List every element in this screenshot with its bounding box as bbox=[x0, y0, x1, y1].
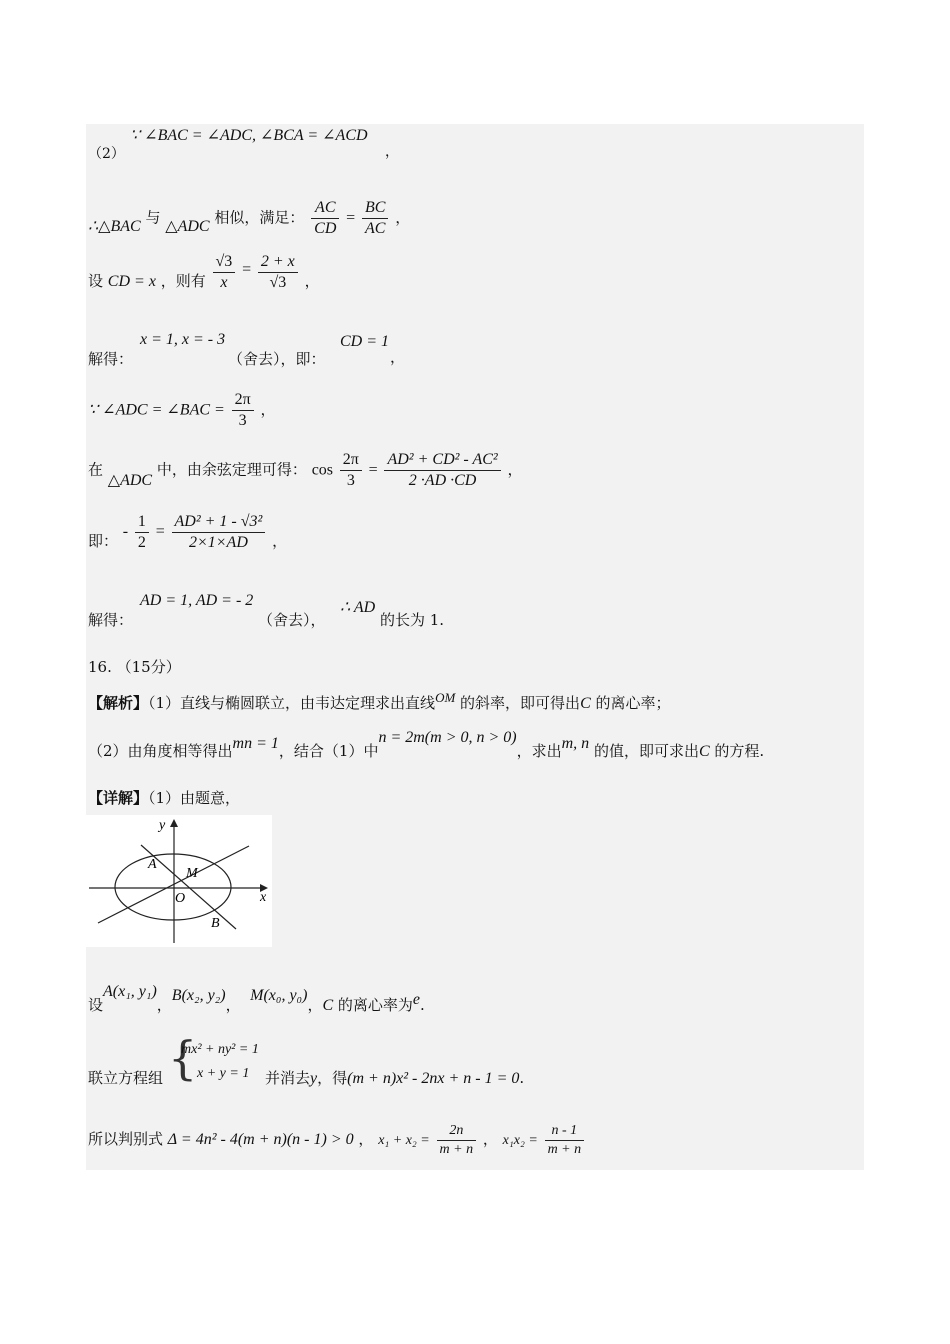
angle-adc-line bbox=[88, 390, 275, 431]
triangle-adc: △ADC bbox=[107, 471, 153, 489]
brace-icon: { bbox=[168, 1031, 198, 1085]
x-solutions: x = 1, x = - 3 bbox=[140, 331, 226, 348]
analysis-line bbox=[88, 692, 671, 713]
substitution-line bbox=[88, 512, 287, 553]
comma: ， bbox=[156, 996, 172, 1014]
comma: ， bbox=[507, 460, 523, 479]
cosine-law-text: 中，由余弦定理可得： bbox=[156, 460, 307, 479]
let-text: 设 bbox=[88, 272, 104, 290]
angle-adc-expr: ∵ ∠ADC = ∠BAC = bbox=[88, 401, 225, 419]
discard-note: （舍去）， bbox=[258, 611, 326, 629]
let-cd-line bbox=[88, 252, 320, 293]
quadratic-result: (m + n)x² - 2nx + n - 1 = 0 bbox=[347, 1070, 520, 1087]
fraction-sum: $\frac{2n}{m + n}$ bbox=[437, 1122, 477, 1158]
analysis-tag: 【解析】 bbox=[88, 694, 149, 712]
with-text: 与 bbox=[145, 208, 166, 227]
equals: = bbox=[346, 209, 356, 227]
fraction-bc-ac: $\frac{BC}{AC}$ bbox=[362, 198, 388, 239]
ad-solutions: AD = 1, AD = - 2 bbox=[140, 592, 254, 609]
period: . bbox=[420, 996, 425, 1014]
fraction-1-2: $\frac{1}{2}$ bbox=[135, 512, 149, 553]
analysis-part2-line bbox=[88, 729, 765, 761]
obtain-text: ，得 bbox=[317, 1069, 348, 1087]
solve-label: 解得： bbox=[88, 350, 134, 368]
solve-label: 解得： bbox=[88, 611, 134, 629]
part2-text-5: 的方程. bbox=[709, 742, 765, 760]
comma: ， bbox=[304, 272, 320, 290]
equals: = bbox=[368, 461, 378, 479]
comma: ， bbox=[225, 996, 241, 1014]
eliminate-line bbox=[265, 1067, 524, 1088]
eccentricity-text: 的离心率为 bbox=[333, 996, 413, 1014]
discriminant-line bbox=[88, 1122, 586, 1158]
system-label: 联立方程组 bbox=[88, 1069, 164, 1087]
product-expr: x₁x₂ = bbox=[502, 1133, 538, 1148]
minus-sign: - bbox=[122, 523, 129, 540]
comma: ， bbox=[390, 348, 406, 366]
part-label: （2） bbox=[88, 146, 125, 162]
c-symbol: C bbox=[322, 997, 334, 1014]
discriminant-expr: Δ = 4n² - 4(m + n)(n - 1) > 0 bbox=[167, 1131, 354, 1148]
cd-equals-x: CD = x bbox=[107, 273, 156, 290]
part2-text-2: ，结合（1）中 bbox=[278, 742, 379, 760]
sum-expr: x₁ + x₂ = bbox=[378, 1133, 430, 1148]
then-text: ，则有 bbox=[160, 272, 206, 290]
discard-note: （舍去），即： bbox=[228, 350, 326, 368]
analysis-text-2: 的斜率，即可得出 bbox=[455, 694, 581, 712]
mn-symbols: m, n bbox=[561, 735, 590, 752]
point-a: A(x₁, y₁) bbox=[103, 983, 157, 1000]
point-b: B(x₂, y₂) bbox=[171, 987, 226, 1004]
fraction-2x-sqrt3: $\frac{2 + x}{√3}$ bbox=[258, 252, 298, 293]
therefore-ad: ∴ AD bbox=[340, 599, 376, 616]
equals: = bbox=[242, 261, 252, 278]
mn-equals-1: mn = 1 bbox=[232, 735, 279, 752]
points-line bbox=[88, 983, 425, 1015]
that-is-text: 即： bbox=[88, 532, 119, 550]
comma: ， bbox=[358, 1130, 374, 1148]
fraction-2pi-3: $\frac{2\pi}{3}$ bbox=[232, 390, 254, 431]
part2-text-4: 的值，即可求出 bbox=[589, 742, 699, 760]
cos-label: cos bbox=[311, 461, 334, 479]
om-symbol: OM bbox=[435, 690, 456, 705]
c-symbol: C bbox=[698, 743, 710, 760]
y-symbol: y bbox=[310, 1070, 318, 1087]
let-text: 设 bbox=[88, 996, 104, 1014]
label-o: O bbox=[175, 891, 186, 906]
analysis-text-1: （1）直线与椭圆联立，由韦达定理求出直线 bbox=[148, 694, 436, 712]
comma: ， bbox=[260, 400, 276, 419]
equation-2: x + y = 1 bbox=[197, 1066, 250, 1081]
cosine-law-line bbox=[88, 450, 523, 491]
comma: ， bbox=[482, 1130, 498, 1148]
cd-result: CD = 1 bbox=[340, 333, 390, 350]
comma: ， bbox=[272, 532, 288, 550]
point-m: M(x₀, y₀) bbox=[250, 987, 308, 1004]
comma: ， bbox=[385, 144, 399, 160]
label-m: M bbox=[186, 866, 198, 881]
part2-text-1: （2）由角度相等得出 bbox=[88, 742, 233, 760]
y-arrow-icon bbox=[170, 819, 178, 827]
equation-1: mx² + ny² = 1 bbox=[181, 1042, 259, 1057]
cosine-fraction: $\frac{\text{AD² + CD² - AC²}}{2 \cdot AD \cdot CD}$ bbox=[384, 450, 500, 491]
label-x: x bbox=[260, 890, 267, 905]
fraction-sqrt3-x: $\frac{√3}{x}$ bbox=[213, 252, 236, 293]
detail-text: （1）由题意， bbox=[148, 789, 241, 807]
eliminate-text: 并消去 bbox=[265, 1069, 311, 1087]
similarity-line bbox=[88, 198, 410, 239]
label-a: A bbox=[148, 857, 157, 872]
comma: ， bbox=[307, 996, 323, 1014]
ellipse-figure bbox=[86, 815, 272, 947]
ad-length-text: 的长为 1. bbox=[380, 611, 445, 629]
triangle-adc: △ADC bbox=[165, 217, 210, 235]
label-b: B bbox=[211, 916, 220, 931]
similar-text: 相似，满足： bbox=[214, 208, 305, 227]
ellipse-diagram bbox=[86, 815, 272, 947]
detail-line bbox=[88, 787, 240, 808]
equals: = bbox=[155, 523, 165, 540]
label-y: y bbox=[159, 818, 166, 833]
fraction-product: $\frac{n - 1}{m + n}$ bbox=[545, 1122, 585, 1158]
analysis-text-3: 的离心率； bbox=[590, 694, 671, 712]
in-text: 在 bbox=[88, 460, 104, 479]
substituted-fraction: $\frac{\text{AD² + 1 - √3²}}{2\times 1\times AD}$ bbox=[172, 512, 266, 553]
period: . bbox=[519, 1069, 525, 1087]
c-symbol: C bbox=[580, 695, 591, 712]
comma: ， bbox=[395, 208, 411, 227]
fraction-ac-cd: $\frac{AC}{CD}$ bbox=[311, 198, 339, 239]
angle-equality: ∵ ∠BAC = ∠ADC, ∠BCA = ∠ACD bbox=[130, 127, 368, 144]
discriminant-text: 所以判别式 bbox=[88, 1130, 164, 1148]
fraction-2pi-3: $\frac{2\pi}{3}$ bbox=[340, 450, 362, 491]
part2-text-3: ，求出 bbox=[516, 742, 562, 760]
triangle-bac: ∴△BAC bbox=[88, 217, 141, 235]
question-number: 16. （15分） bbox=[88, 658, 181, 676]
detail-tag: 【详解】 bbox=[88, 789, 149, 807]
n-condition: n = 2m(m > 0, n > 0) bbox=[378, 729, 517, 746]
e-symbol: e bbox=[412, 991, 421, 1008]
